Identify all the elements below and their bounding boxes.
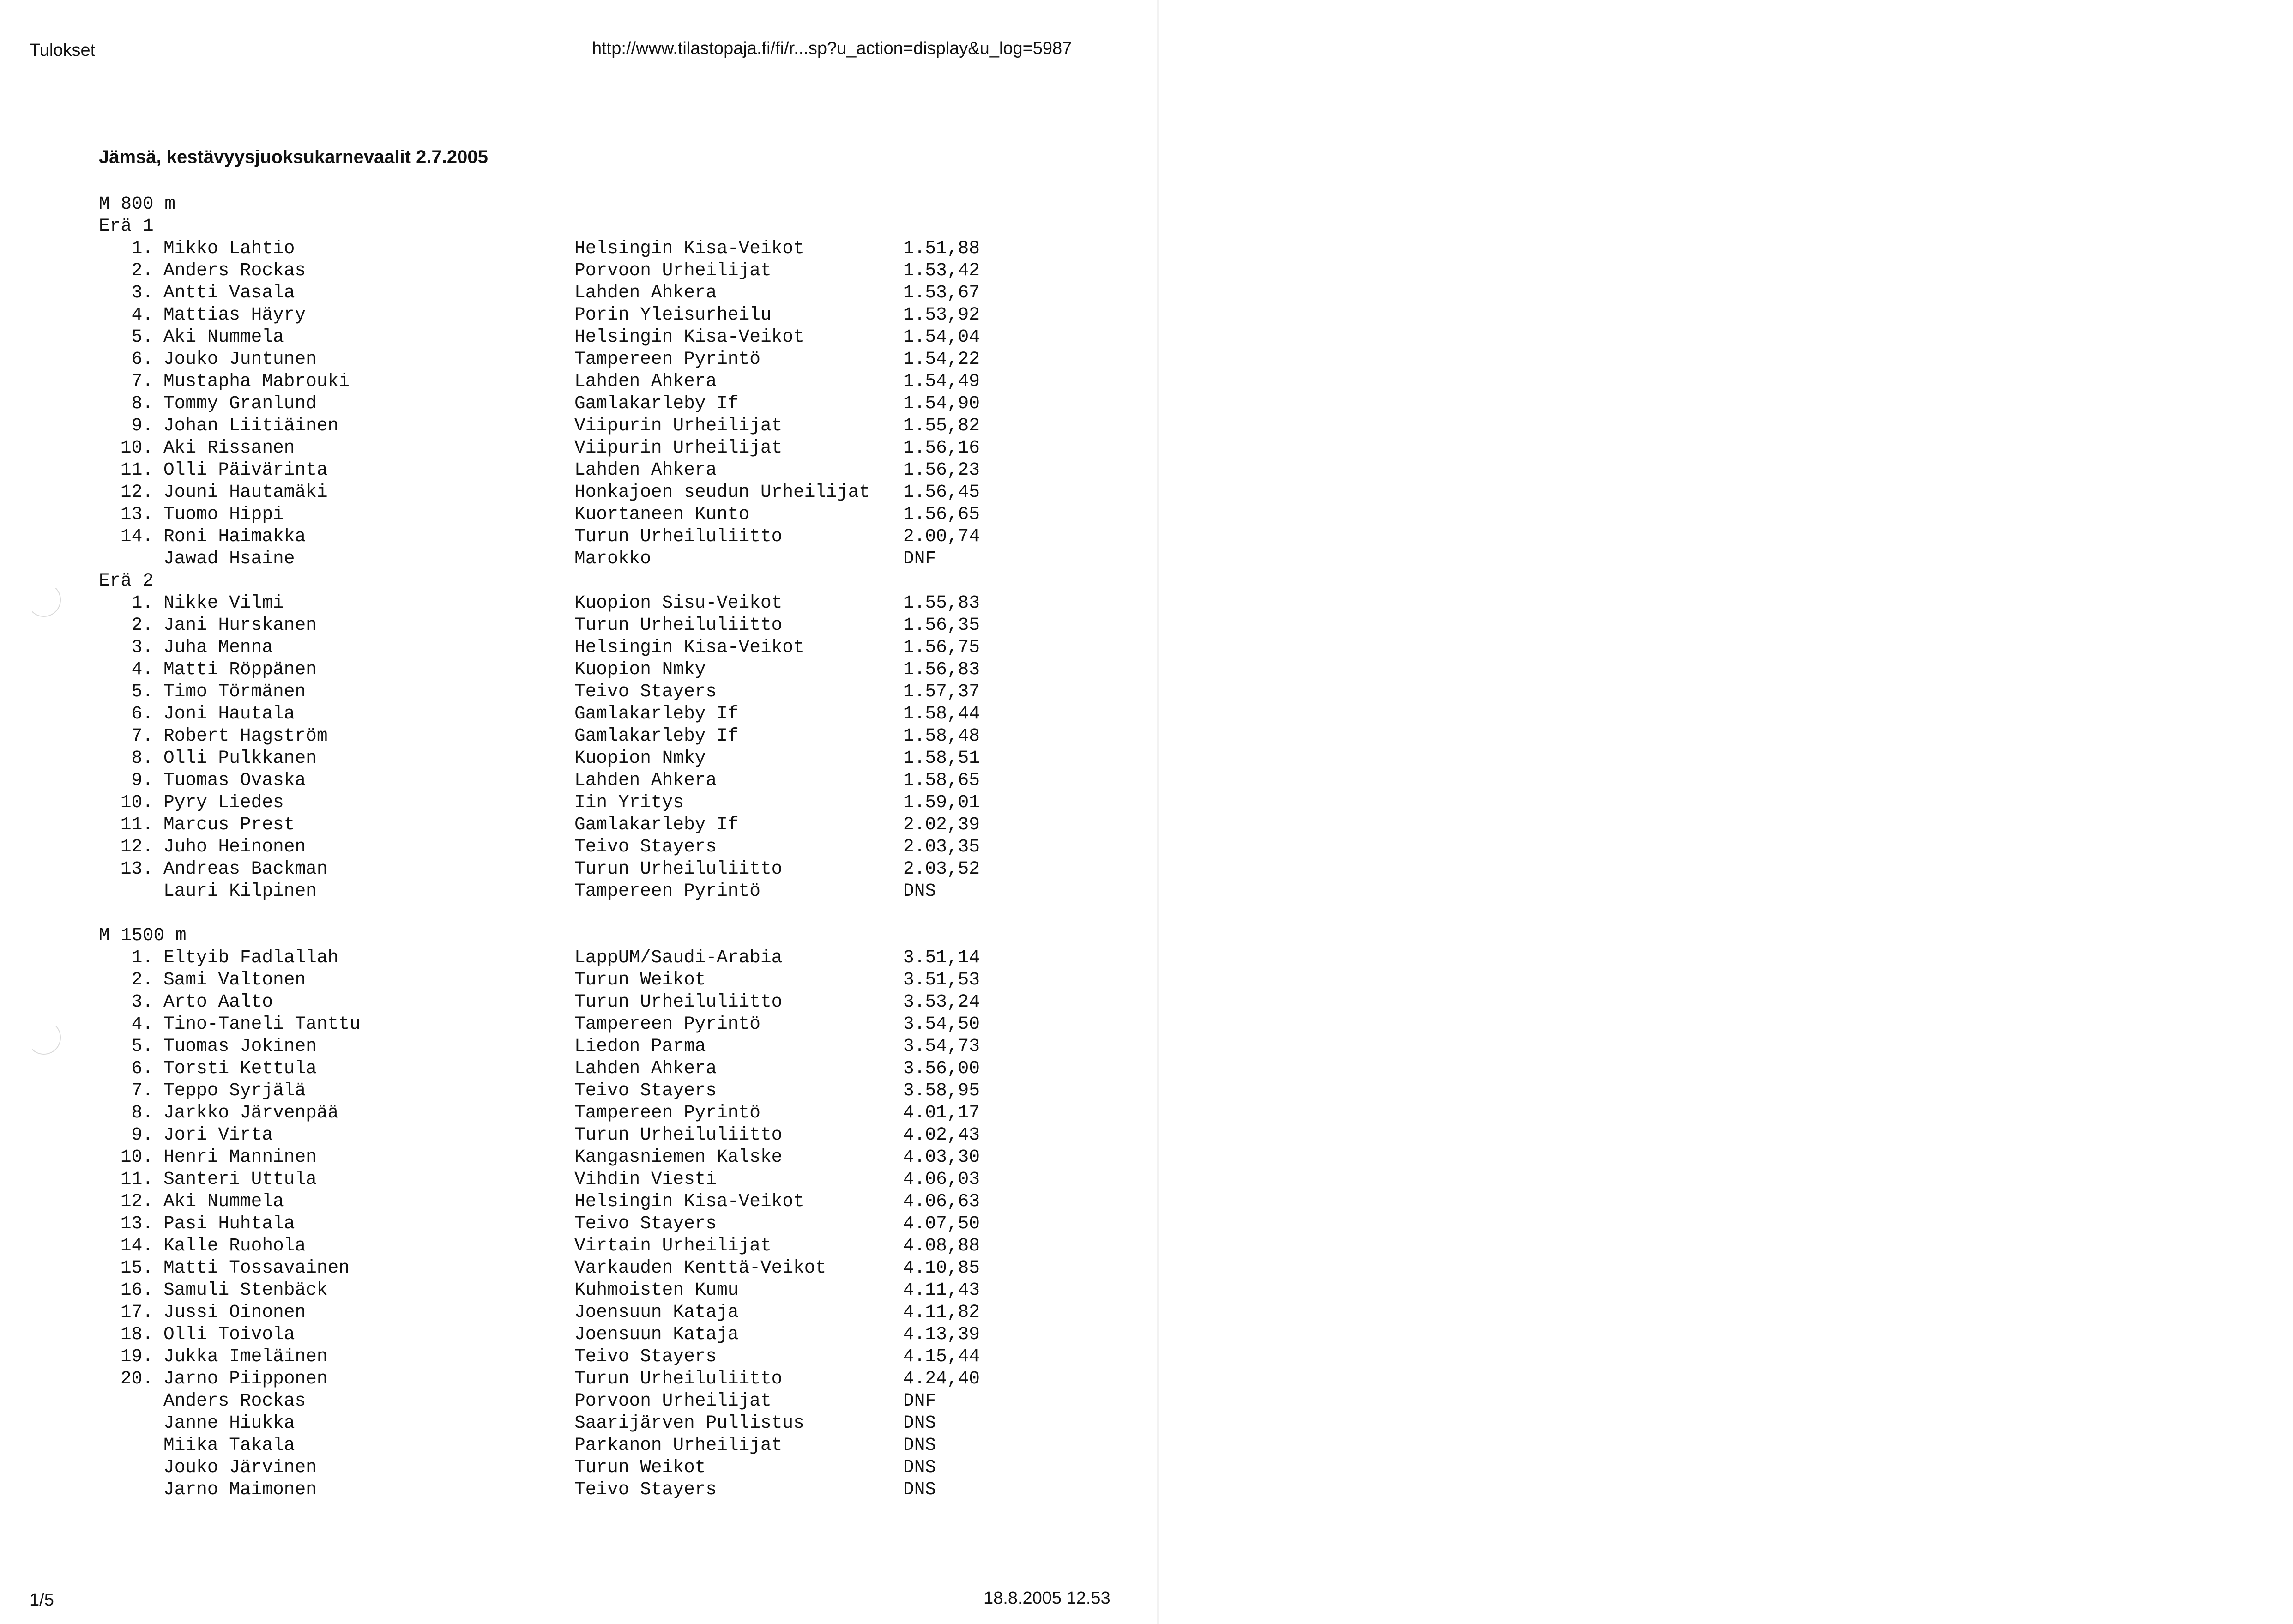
athlete-name: Pyry Liedes — [163, 792, 284, 813]
athlete-name: Jarno Maimonen — [163, 1479, 317, 1500]
place-cell: 13. — [120, 504, 153, 525]
athlete-name: Jukka Imeläinen — [163, 1346, 328, 1367]
athlete-name: Robert Hagström — [163, 725, 328, 746]
result-row — [99, 370, 980, 392]
club-name: Kuhmoisten Kumu — [574, 1280, 739, 1300]
club-name: Lahden Ahkera — [574, 1058, 717, 1079]
result-row — [99, 1035, 980, 1057]
result-row — [99, 658, 980, 681]
club-name: Teivo Stayers — [574, 1479, 717, 1500]
club-name: Lahden Ahkera — [574, 459, 717, 480]
result-time: 4.02,43 — [903, 1124, 980, 1145]
athlete-name: Johan Liitiäinen — [163, 415, 339, 436]
athlete-name: Olli Toivola — [163, 1324, 295, 1345]
result-row — [99, 703, 980, 725]
result-time: 4.07,50 — [903, 1213, 980, 1234]
club-name: Iin Yritys — [574, 792, 684, 813]
athlete-name: Jarkko Järvenpää — [163, 1102, 339, 1123]
result-row — [99, 1368, 980, 1390]
result-time: 1.59,01 — [903, 792, 980, 813]
place-cell: 5. — [131, 326, 153, 347]
result-time: 4.06,03 — [903, 1169, 980, 1189]
page-header-url: http://www.tilastopaja.fi/fi/r...sp?u_action=display&u_log=5987 — [592, 39, 1072, 58]
athlete-name: Tuomas Jokinen — [163, 1036, 317, 1057]
place-cell: 7. — [131, 371, 153, 392]
place-cell: 3. — [131, 282, 153, 303]
athlete-name: Samuli Stenbäck — [163, 1280, 328, 1300]
result-row — [99, 1235, 980, 1257]
result-row — [99, 481, 980, 503]
athlete-name: Aki Nummela — [163, 326, 284, 347]
athlete-name: Tommy Granlund — [163, 393, 317, 414]
result-row — [99, 1213, 980, 1235]
result-row — [99, 769, 980, 791]
athlete-name: Juho Heinonen — [163, 836, 306, 857]
result-time: 1.55,83 — [903, 592, 980, 613]
athlete-name: Jani Hurskanen — [163, 615, 317, 635]
result-time: 4.03,30 — [903, 1147, 980, 1167]
club-name: Turun Urheiluliitto — [574, 615, 783, 635]
athlete-name: Anders Rockas — [163, 1390, 306, 1411]
athlete-name: Eltyib Fadlallah — [163, 947, 339, 968]
place-cell: 10. — [120, 1147, 153, 1167]
athlete-name: Juha Menna — [163, 637, 273, 658]
heat-2-rows — [99, 592, 980, 902]
athlete-name: Tino-Taneli Tanttu — [163, 1014, 361, 1034]
athlete-name: Aki Nummela — [163, 1191, 284, 1212]
place-cell: 16. — [120, 1280, 153, 1300]
page-header-title: Tulokset — [30, 41, 96, 60]
club-name: Gamlakarleby If — [574, 725, 739, 746]
event-heading-1500m: M 1500 m — [99, 925, 187, 946]
result-time: 1.57,37 — [903, 681, 980, 702]
club-name: Teivo Stayers — [574, 1213, 717, 1234]
club-name: Tampereen Pyrintö — [574, 1014, 760, 1034]
club-name: Joensuun Kataja — [574, 1302, 739, 1322]
club-name: Porvoon Urheilijat — [574, 1390, 772, 1411]
result-time: 1.56,23 — [903, 459, 980, 480]
place-cell: 17. — [120, 1302, 153, 1322]
result-row — [99, 1124, 980, 1146]
club-name: Helsingin Kisa-Veikot — [574, 238, 804, 259]
place-cell: 6. — [131, 349, 153, 369]
place-cell: 12. — [120, 1191, 153, 1212]
result-time: 3.56,00 — [903, 1058, 980, 1079]
athlete-name: Joni Hautala — [163, 703, 295, 724]
result-row — [99, 326, 980, 348]
result-row — [99, 260, 980, 282]
section-spacer — [99, 902, 980, 924]
place-cell: 1. — [131, 947, 153, 968]
result-time: 3.58,95 — [903, 1080, 980, 1101]
athlete-name: Anders Rockas — [163, 260, 306, 281]
athlete-name: Aki Rissanen — [163, 437, 295, 458]
result-time: 1.53,67 — [903, 282, 980, 303]
result-row — [99, 348, 980, 370]
club-name: Porvoon Urheilijat — [574, 260, 772, 281]
result-time: 4.06,63 — [903, 1191, 980, 1212]
result-row — [99, 392, 980, 415]
place-cell: 8. — [131, 393, 153, 414]
result-time: DNF — [903, 548, 936, 569]
result-time: 1.56,83 — [903, 659, 980, 680]
result-time: 2.03,52 — [903, 858, 980, 879]
place-cell: 18. — [120, 1324, 153, 1345]
club-name: Gamlakarleby If — [574, 703, 739, 724]
club-name: Turun Urheiluliitto — [574, 1368, 783, 1389]
club-name: Porin Yleisurheilu — [574, 304, 772, 325]
result-row — [99, 1102, 980, 1124]
athlete-name: Jussi Oinonen — [163, 1302, 306, 1322]
athlete-name: Jarno Piipponen — [163, 1368, 328, 1389]
result-time: DNS — [903, 1457, 936, 1478]
heat-1-rows — [99, 237, 980, 570]
result-row — [99, 1080, 980, 1102]
result-row — [99, 237, 980, 260]
results-listing — [99, 193, 980, 1501]
athlete-name: Teppo Syrjälä — [163, 1080, 306, 1101]
result-time: DNS — [903, 1413, 936, 1433]
athlete-name: Jouni Hautamäki — [163, 482, 328, 502]
athlete-name: Timo Törmänen — [163, 681, 306, 702]
result-row — [99, 969, 980, 991]
result-row — [99, 1390, 980, 1412]
club-name: Helsingin Kisa-Veikot — [574, 1191, 804, 1212]
result-time: 1.54,04 — [903, 326, 980, 347]
result-time: 3.54,50 — [903, 1014, 980, 1034]
athlete-name: Mattias Häyry — [163, 304, 306, 325]
place-cell: 6. — [131, 1058, 153, 1079]
athlete-name: Antti Vasala — [163, 282, 295, 303]
club-name: Liedon Parma — [574, 1036, 706, 1057]
club-name: Helsingin Kisa-Veikot — [574, 637, 804, 658]
athlete-name: Santeri Uttula — [163, 1169, 317, 1189]
club-name: Vihdin Viesti — [574, 1169, 717, 1189]
place-cell: 15. — [120, 1257, 153, 1278]
page-edge-divider — [1157, 0, 1159, 1624]
athlete-name: Sami Valtonen — [163, 969, 306, 990]
place-cell: 12. — [120, 482, 153, 502]
place-cell: 12. — [120, 836, 153, 857]
club-name: Teivo Stayers — [574, 836, 717, 857]
club-name: Kuopion Sisu-Veikot — [574, 592, 783, 613]
result-time: 1.58,51 — [903, 748, 980, 768]
result-time: DNS — [903, 1479, 936, 1500]
result-row — [99, 503, 980, 525]
club-name: Teivo Stayers — [574, 681, 717, 702]
result-time: 1.54,22 — [903, 349, 980, 369]
result-row — [99, 791, 980, 814]
club-name: Teivo Stayers — [574, 1346, 717, 1367]
club-name: Helsingin Kisa-Veikot — [574, 326, 804, 347]
place-cell: 5. — [131, 681, 153, 702]
result-time: 1.54,90 — [903, 393, 980, 414]
club-name: Kangasniemen Kalske — [574, 1147, 783, 1167]
result-time: 1.51,88 — [903, 238, 980, 259]
place-cell: 1. — [131, 238, 153, 259]
result-row — [99, 548, 980, 570]
result-row — [99, 814, 980, 836]
result-time: 1.58,65 — [903, 770, 980, 791]
result-time: 2.02,39 — [903, 814, 980, 835]
result-time: 1.53,42 — [903, 260, 980, 281]
result-row — [99, 1168, 980, 1190]
athlete-name: Tuomo Hippi — [163, 504, 284, 525]
club-name: Gamlakarleby If — [574, 393, 739, 414]
result-row — [99, 282, 980, 304]
punch-hole-mark — [27, 1020, 61, 1055]
athlete-name: Olli Päivärinta — [163, 459, 328, 480]
place-cell: 8. — [131, 1102, 153, 1123]
result-row — [99, 415, 980, 437]
heat-heading-2: Erä 2 — [99, 570, 154, 591]
athlete-name: Arto Aalto — [163, 991, 273, 1012]
athlete-name: Torsti Kettula — [163, 1058, 317, 1079]
athlete-name: Andreas Backman — [163, 858, 328, 879]
place-cell: 9. — [131, 1124, 153, 1145]
club-name: Varkauden Kenttä-Veikot — [574, 1257, 827, 1278]
result-row — [99, 681, 980, 703]
result-time: 1.56,75 — [903, 637, 980, 658]
result-row — [99, 459, 980, 481]
club-name: Lahden Ahkera — [574, 371, 717, 392]
place-cell: 14. — [120, 1235, 153, 1256]
place-cell: 6. — [131, 703, 153, 724]
place-cell: 14. — [120, 526, 153, 547]
place-cell: 2. — [131, 615, 153, 635]
result-row — [99, 592, 980, 614]
club-name: Turun Urheiluliitto — [574, 991, 783, 1012]
result-time: 4.13,39 — [903, 1324, 980, 1345]
result-row — [99, 1190, 980, 1213]
place-cell: 7. — [131, 1080, 153, 1101]
place-cell: 3. — [131, 991, 153, 1012]
place-cell: 4. — [131, 304, 153, 325]
place-cell: 9. — [131, 770, 153, 791]
result-row — [99, 1323, 980, 1346]
result-row — [99, 525, 980, 548]
place-cell: 5. — [131, 1036, 153, 1057]
result-time: DNF — [903, 1390, 936, 1411]
punch-hole-mark — [27, 583, 61, 617]
result-time: 3.51,53 — [903, 969, 980, 990]
page-number: 1/5 — [30, 1590, 54, 1610]
club-name: Kuortaneen Kunto — [574, 504, 750, 525]
result-time: 1.53,92 — [903, 304, 980, 325]
result-row — [99, 1479, 980, 1501]
club-name: Tampereen Pyrintö — [574, 1102, 760, 1123]
result-row — [99, 1434, 980, 1456]
heat-heading-1: Erä 1 — [99, 216, 154, 236]
club-name: Kuopion Nmky — [574, 659, 706, 680]
result-row — [99, 1146, 980, 1168]
athlete-name: Matti Tossavainen — [163, 1257, 350, 1278]
place-cell: 7. — [131, 725, 153, 746]
result-time: 3.53,24 — [903, 991, 980, 1012]
place-cell: 10. — [120, 792, 153, 813]
result-time: 4.08,88 — [903, 1235, 980, 1256]
athlete-name: Roni Haimakka — [163, 526, 306, 547]
athlete-name: Mikko Lahtio — [163, 238, 295, 259]
result-time: 1.54,49 — [903, 371, 980, 392]
club-name: Joensuun Kataja — [574, 1324, 739, 1345]
athlete-name: Matti Röppänen — [163, 659, 317, 680]
club-name: LappUM/Saudi-Arabia — [574, 947, 783, 968]
club-name: Teivo Stayers — [574, 1080, 717, 1101]
place-cell: 1. — [131, 592, 153, 613]
result-time: 1.56,35 — [903, 615, 980, 635]
result-time: 1.56,45 — [903, 482, 980, 502]
result-row — [99, 725, 980, 747]
athlete-name: Jouko Juntunen — [163, 349, 317, 369]
athlete-name: Mustapha Mabrouki — [163, 371, 350, 392]
result-row — [99, 1279, 980, 1301]
club-name: Honkajoen seudun Urheilijat — [574, 482, 870, 502]
athlete-name: Kalle Ruohola — [163, 1235, 306, 1256]
result-time: 4.11,82 — [903, 1302, 980, 1322]
result-time: DNS — [903, 881, 936, 901]
club-name: Turun Weikot — [574, 969, 706, 990]
result-time: 4.01,17 — [903, 1102, 980, 1123]
result-time: 2.03,35 — [903, 836, 980, 857]
place-cell: 13. — [120, 858, 153, 879]
result-row — [99, 1057, 980, 1080]
club-name: Gamlakarleby If — [574, 814, 739, 835]
place-cell: 10. — [120, 437, 153, 458]
athlete-name: Jawad Hsaine — [163, 548, 295, 569]
result-time: 2.00,74 — [903, 526, 980, 547]
result-row — [99, 747, 980, 769]
club-name: Viipurin Urheilijat — [574, 437, 783, 458]
athlete-name: Henri Manninen — [163, 1147, 317, 1167]
club-name: Turun Urheiluliitto — [574, 1124, 783, 1145]
club-name: Marokko — [574, 548, 651, 569]
result-time: 4.24,40 — [903, 1368, 980, 1389]
club-name: Parkanon Urheilijat — [574, 1435, 783, 1455]
club-name: Tampereen Pyrintö — [574, 349, 760, 369]
result-row — [99, 636, 980, 658]
place-cell: 2. — [131, 969, 153, 990]
club-name: Virtain Urheilijat — [574, 1235, 772, 1256]
athlete-name: Marcus Prest — [163, 814, 295, 835]
result-time: 1.56,16 — [903, 437, 980, 458]
athlete-name: Tuomas Ovaska — [163, 770, 306, 791]
m1500-rows — [99, 947, 980, 1501]
result-row — [99, 858, 980, 880]
place-cell: 11. — [120, 1169, 153, 1189]
club-name: Turun Weikot — [574, 1457, 706, 1478]
athlete-name: Jouko Järvinen — [163, 1457, 317, 1478]
athlete-name: Pasi Huhtala — [163, 1213, 295, 1234]
club-name: Kuopion Nmky — [574, 748, 706, 768]
club-name: Turun Urheiluliitto — [574, 526, 783, 547]
result-time: 1.56,65 — [903, 504, 980, 525]
result-time: 4.10,85 — [903, 1257, 980, 1278]
place-cell: 11. — [120, 814, 153, 835]
result-time: DNS — [903, 1435, 936, 1455]
result-row — [99, 991, 980, 1013]
result-row — [99, 437, 980, 459]
place-cell: 20. — [120, 1368, 153, 1389]
result-time: 3.54,73 — [903, 1036, 980, 1057]
result-row — [99, 1412, 980, 1434]
result-row — [99, 1301, 980, 1323]
result-row — [99, 1013, 980, 1035]
document-title: Jämsä, kestävyysjuoksukarnevaalit 2.7.2005 — [99, 147, 488, 167]
place-cell: 8. — [131, 748, 153, 768]
place-cell: 13. — [120, 1213, 153, 1234]
club-name: Viipurin Urheilijat — [574, 415, 783, 436]
athlete-name: Olli Pulkkanen — [163, 748, 317, 768]
result-time: 4.15,44 — [903, 1346, 980, 1367]
event-heading-800m: M 800 m — [99, 193, 175, 214]
club-name: Turun Urheiluliitto — [574, 858, 783, 879]
result-time: 1.58,48 — [903, 725, 980, 746]
result-time: 3.51,14 — [903, 947, 980, 968]
place-cell: 3. — [131, 637, 153, 658]
athlete-name: Janne Hiukka — [163, 1413, 295, 1433]
athlete-name: Nikke Vilmi — [163, 592, 284, 613]
result-time: 4.11,43 — [903, 1280, 980, 1300]
place-cell: 2. — [131, 260, 153, 281]
club-name: Saarijärven Pullistus — [574, 1413, 804, 1433]
result-row — [99, 1257, 980, 1279]
club-name: Lahden Ahkera — [574, 282, 717, 303]
result-row — [99, 614, 980, 636]
place-cell: 4. — [131, 659, 153, 680]
club-name: Tampereen Pyrintö — [574, 881, 760, 901]
club-name: Lahden Ahkera — [574, 770, 717, 791]
result-row — [99, 1346, 980, 1368]
result-time: 1.55,82 — [903, 415, 980, 436]
place-cell: 11. — [120, 459, 153, 480]
athlete-name: Miika Takala — [163, 1435, 295, 1455]
athlete-name: Jori Virta — [163, 1124, 273, 1145]
result-row — [99, 880, 980, 902]
result-row — [99, 836, 980, 858]
print-datetime: 18.8.2005 12.53 — [984, 1588, 1110, 1608]
place-cell: 19. — [120, 1346, 153, 1367]
result-row — [99, 947, 980, 969]
result-row — [99, 1456, 980, 1479]
athlete-name: Lauri Kilpinen — [163, 881, 317, 901]
place-cell: 4. — [131, 1014, 153, 1034]
place-cell: 9. — [131, 415, 153, 436]
result-time: 1.58,44 — [903, 703, 980, 724]
result-row — [99, 304, 980, 326]
